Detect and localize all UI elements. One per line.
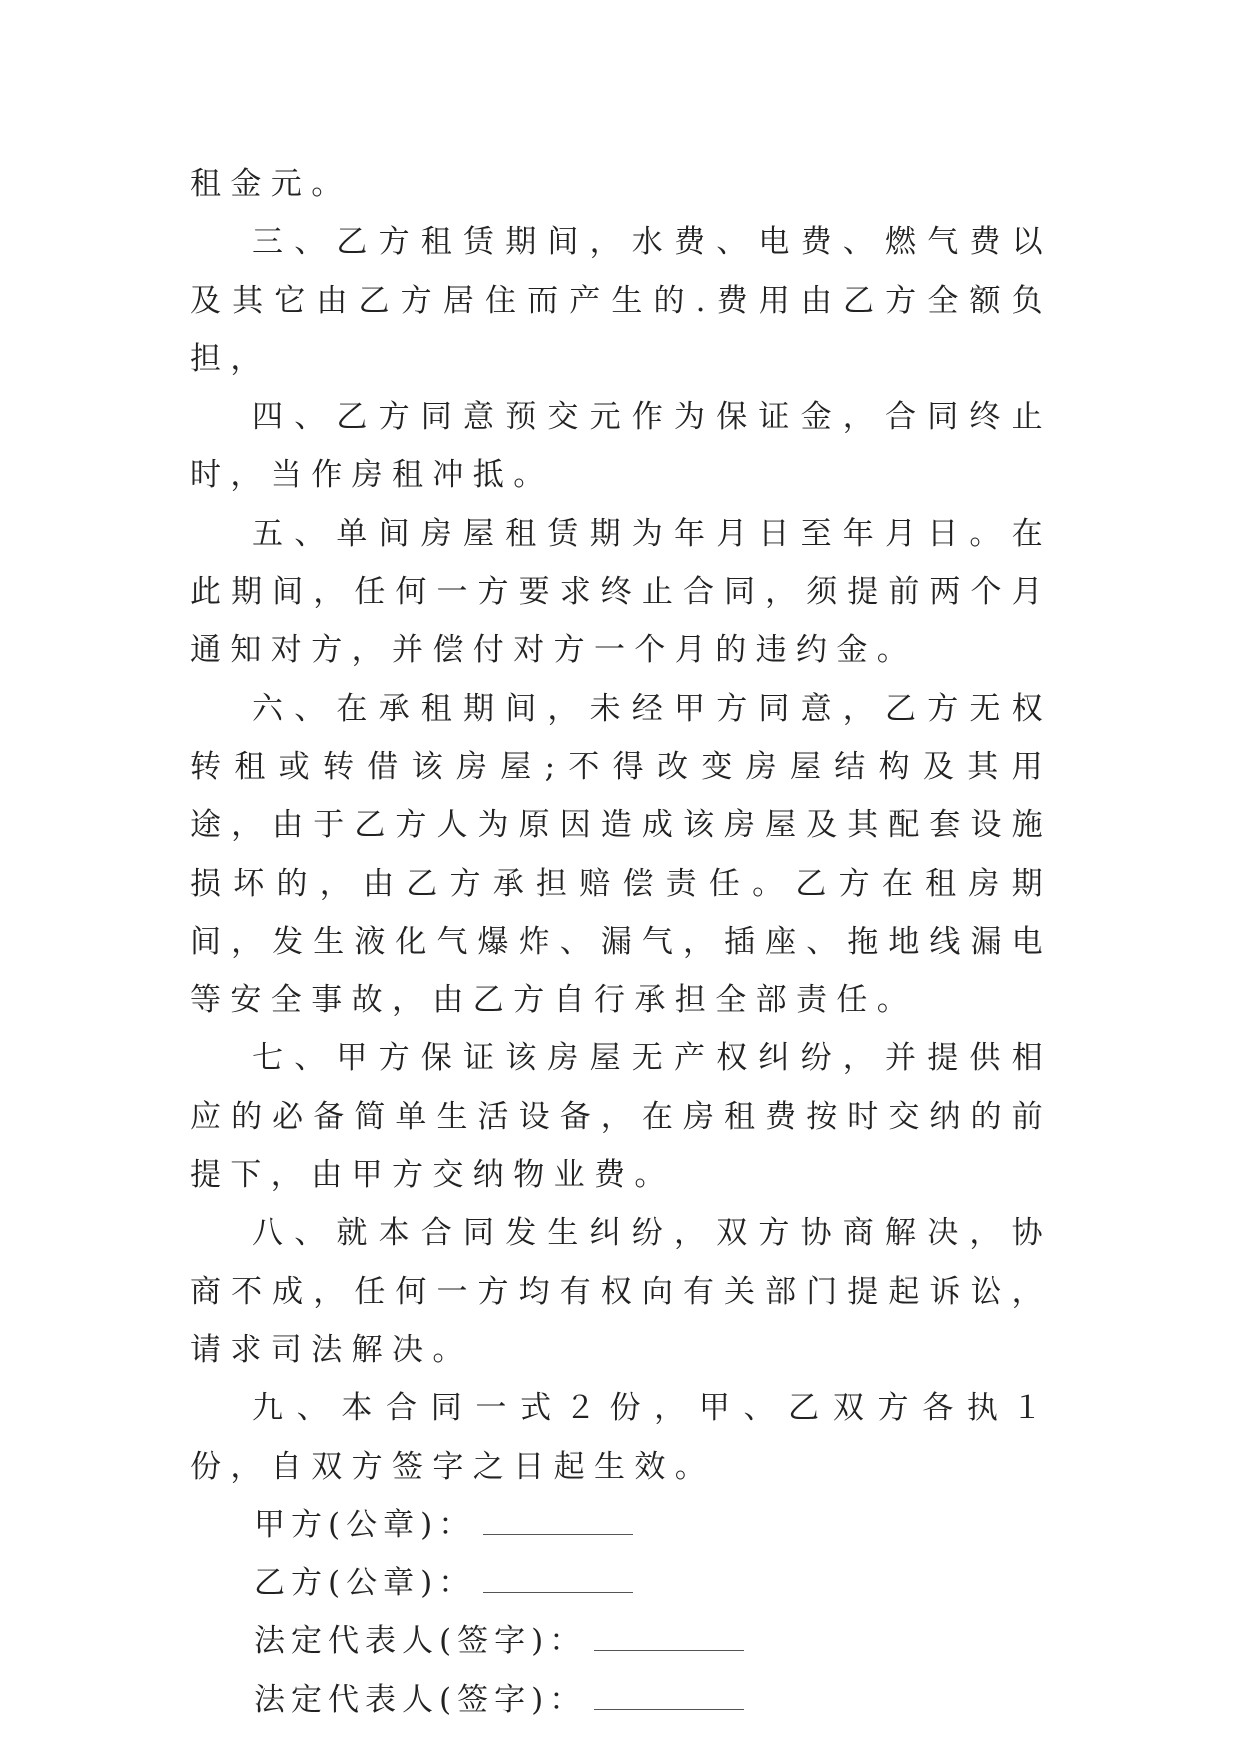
signature-party-b xyxy=(190,1554,1052,1612)
clause-7-landlord-guarantee: 七、甲方保证该房屋无产权纠纷，并提供相应的必备简单生活设备，在房租费按时交纳的前提下，由甲方交纳物业费。 xyxy=(190,1040,1052,1194)
clause-5-lease-term: 五、单间房屋租赁期为年月日至年月日。在此期间，任何一方要求终止合同，须提前两个月通知对方，并偿付对方一个月的违约金。 xyxy=(190,515,1052,669)
clause-3-utilities: 三、乙方租赁期间，水费、电费、燃气费以及其它由乙方居住而产生的.费用由乙方全额负担， xyxy=(190,224,1052,377)
signature-party-a-label: 甲方(公章)： xyxy=(254,1506,476,1543)
signature-legal-rep-2-blank xyxy=(594,1673,744,1710)
signature-party-b-label: 乙方(公章)： xyxy=(254,1565,476,1602)
signature-party-a-blank xyxy=(483,1498,633,1535)
paragraph-rent-amount: 租金元。 xyxy=(190,166,352,202)
signature-legal-rep-1 xyxy=(190,1612,1052,1670)
clause-8-disputes: 八、就本合同发生纠纷，双方协商解决，协商不成，任何一方均有权向有关部门提起诉讼，请求司法解决。 xyxy=(190,1215,1052,1368)
signature-party-b-blank xyxy=(483,1556,633,1593)
signature-legal-rep-1-blank xyxy=(594,1615,744,1652)
signature-party-a xyxy=(190,1496,1052,1554)
contract-body xyxy=(190,155,1052,1729)
signature-legal-rep-2-label: 法定代表人(签字)： xyxy=(254,1681,587,1718)
signature-legal-rep-1-label: 法定代表人(签字)： xyxy=(254,1623,587,1660)
clause-4-deposit: 四、乙方同意预交元作为保证金，合同终止时，当作房租冲抵。 xyxy=(190,399,1052,494)
clause-6-subletting: 六、在承租期间，未经甲方同意，乙方无权转租或转借该房屋;不得改变房屋结构及其用途，由于乙方人为原因造成该房屋及其配套设施损坏的，由乙方承担赔偿责任。乙方在租房期间，发生液化气爆炸、漏气，插座、拖地线漏电等安全事故，由乙方自行承担全部责任。 xyxy=(190,690,1052,1019)
clause-9-copies: 九、本合同一式２份，甲、乙双方各执１份，自双方签字之日起生效。 xyxy=(190,1390,1052,1485)
signature-legal-rep-2 xyxy=(190,1671,1052,1729)
